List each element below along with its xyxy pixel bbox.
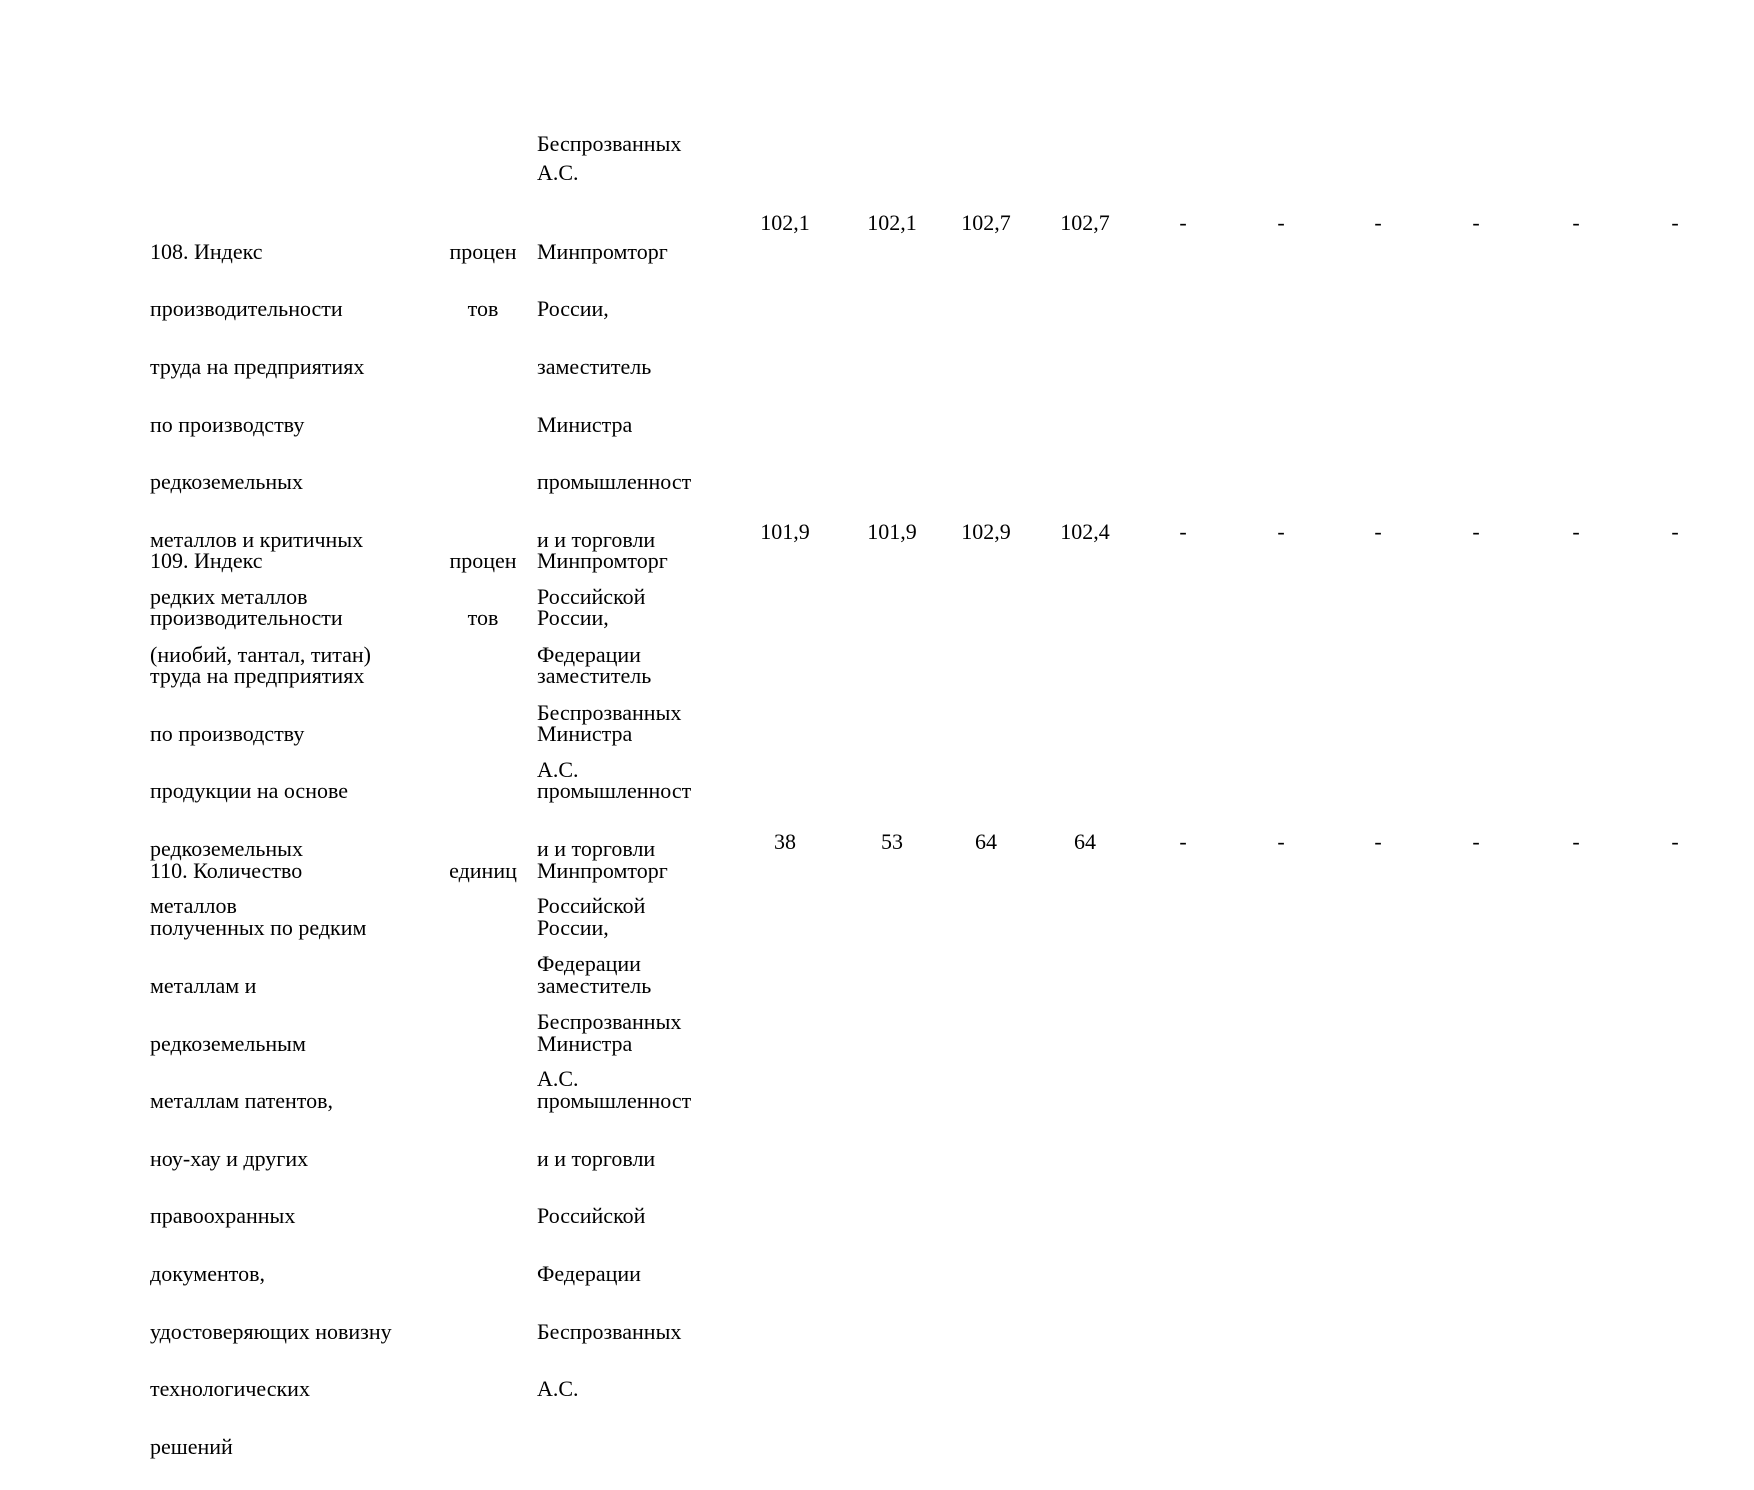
text-line: России,: [537, 605, 609, 631]
text-line: Министра: [537, 1030, 633, 1056]
text-line: редкоземельных: [150, 835, 303, 861]
text-line: Российской: [537, 1203, 646, 1229]
text-line: труда на предприятиях: [150, 662, 365, 688]
value-cell: -: [1572, 519, 1580, 544]
text-line: Беспрозванных: [537, 1318, 682, 1344]
text-line: продукции на основе: [150, 778, 348, 804]
text-line: промышленност: [537, 469, 692, 495]
text-line: А.С.: [537, 1066, 579, 1092]
value-cell: 102,4: [1060, 519, 1110, 544]
continuation-responsible: [537, 130, 727, 188]
text-line: промышленност: [537, 778, 692, 804]
value-cell: 101,9: [867, 519, 917, 544]
value-cell: -: [1671, 519, 1679, 544]
text-line: Беспрозванных: [537, 699, 682, 725]
value-cell: -: [1277, 210, 1285, 235]
value-cell: -: [1472, 829, 1480, 854]
text-line: России,: [537, 296, 609, 322]
value-cell: -: [1572, 210, 1580, 235]
value-cell: -: [1374, 829, 1382, 854]
text-line: редкоземельным: [150, 1030, 306, 1056]
text-line: Российской: [537, 893, 646, 919]
value-cell: 64: [975, 829, 997, 854]
text-line: и и торговли: [537, 526, 656, 552]
text-line: Министра: [537, 411, 633, 437]
text-line: металлов: [150, 893, 237, 919]
value-cell: 102,7: [961, 210, 1011, 235]
text-line: А.С.: [537, 1376, 579, 1402]
value-cell: -: [1179, 829, 1187, 854]
value-cell: 102,7: [1060, 210, 1110, 235]
unit: [443, 209, 523, 353]
text-line: металлам и: [150, 972, 257, 998]
text-line: Федерации: [537, 950, 641, 976]
text-line: редкоземельных: [150, 469, 303, 495]
value-cell: -: [1179, 519, 1187, 544]
text-line: полученных по редким: [150, 915, 367, 941]
text-line: труда на предприятиях: [150, 353, 365, 379]
text-line: удостоверяющих новизну: [150, 1318, 392, 1344]
value-cell: 64: [1074, 829, 1096, 854]
text-line: единиц: [449, 857, 517, 883]
text-line: Беспрозванных: [537, 131, 682, 156]
text-line: А.С.: [537, 757, 579, 783]
text-line: 110. Количество: [150, 857, 303, 883]
unit: [443, 828, 523, 914]
text-line: ноу-хау и других: [150, 1145, 309, 1171]
text-line: металлам патентов,: [150, 1088, 334, 1114]
value-cell: -: [1572, 829, 1580, 854]
text-line: Федерации: [537, 1260, 641, 1286]
text-line: Минпромторг: [537, 547, 668, 573]
text-line: процен: [449, 547, 517, 573]
text-line: России,: [537, 915, 609, 941]
text-line: и и торговли: [537, 835, 656, 861]
text-line: производительности: [150, 605, 343, 631]
value-cell: -: [1472, 210, 1480, 235]
text-line: и и торговли: [537, 1145, 656, 1171]
value-cell: -: [1671, 829, 1679, 854]
text-line: процен: [449, 238, 517, 264]
text-line: тов: [467, 605, 499, 631]
text-line: тов: [467, 296, 499, 322]
text-line: Беспрозванных: [537, 1008, 682, 1034]
indicator-name: [150, 828, 440, 1490]
text-line: заместитель: [537, 972, 652, 998]
text-line: по производству: [150, 720, 305, 746]
value-cell: -: [1277, 519, 1285, 544]
value-cell: -: [1374, 519, 1382, 544]
text-line: заместитель: [537, 353, 652, 379]
text-line: промышленност: [537, 1088, 692, 1114]
value-cell: 102,9: [961, 519, 1011, 544]
text-line: производительности: [150, 296, 343, 322]
value-cell: -: [1472, 519, 1480, 544]
text-line: Российской: [537, 584, 646, 610]
text-line: 109. Индекс: [150, 547, 263, 573]
text-line: Министра: [537, 720, 633, 746]
text-line: документов,: [150, 1260, 265, 1286]
text-line: заместитель: [537, 662, 652, 688]
text-line: Федерации: [537, 641, 641, 667]
value-cell: 102,1: [760, 210, 810, 235]
text-line: металлов и критичных: [150, 526, 364, 552]
unit: [443, 518, 523, 662]
value-cell: 101,9: [760, 519, 810, 544]
text-line: 108. Индекс: [150, 238, 263, 264]
text-line: редких металлов: [150, 584, 308, 610]
value-cell: -: [1671, 210, 1679, 235]
value-cell: -: [1179, 210, 1187, 235]
text-line: А.С.: [537, 159, 579, 185]
responsible: [537, 828, 737, 1433]
text-line: решений: [150, 1433, 233, 1459]
text-line: правоохранных: [150, 1203, 296, 1229]
text-line: Минпромторг: [537, 238, 668, 264]
text-line: (ниобий, тантал, титан): [150, 641, 371, 667]
value-cell: -: [1277, 829, 1285, 854]
text-line: по производству: [150, 411, 305, 437]
text-line: Минпромторг: [537, 857, 668, 883]
value-cell: 53: [881, 829, 903, 854]
value-cell: 102,1: [867, 210, 917, 235]
text-line: технологических: [150, 1376, 310, 1402]
value-cell: 38: [774, 829, 796, 854]
value-cell: -: [1374, 210, 1382, 235]
